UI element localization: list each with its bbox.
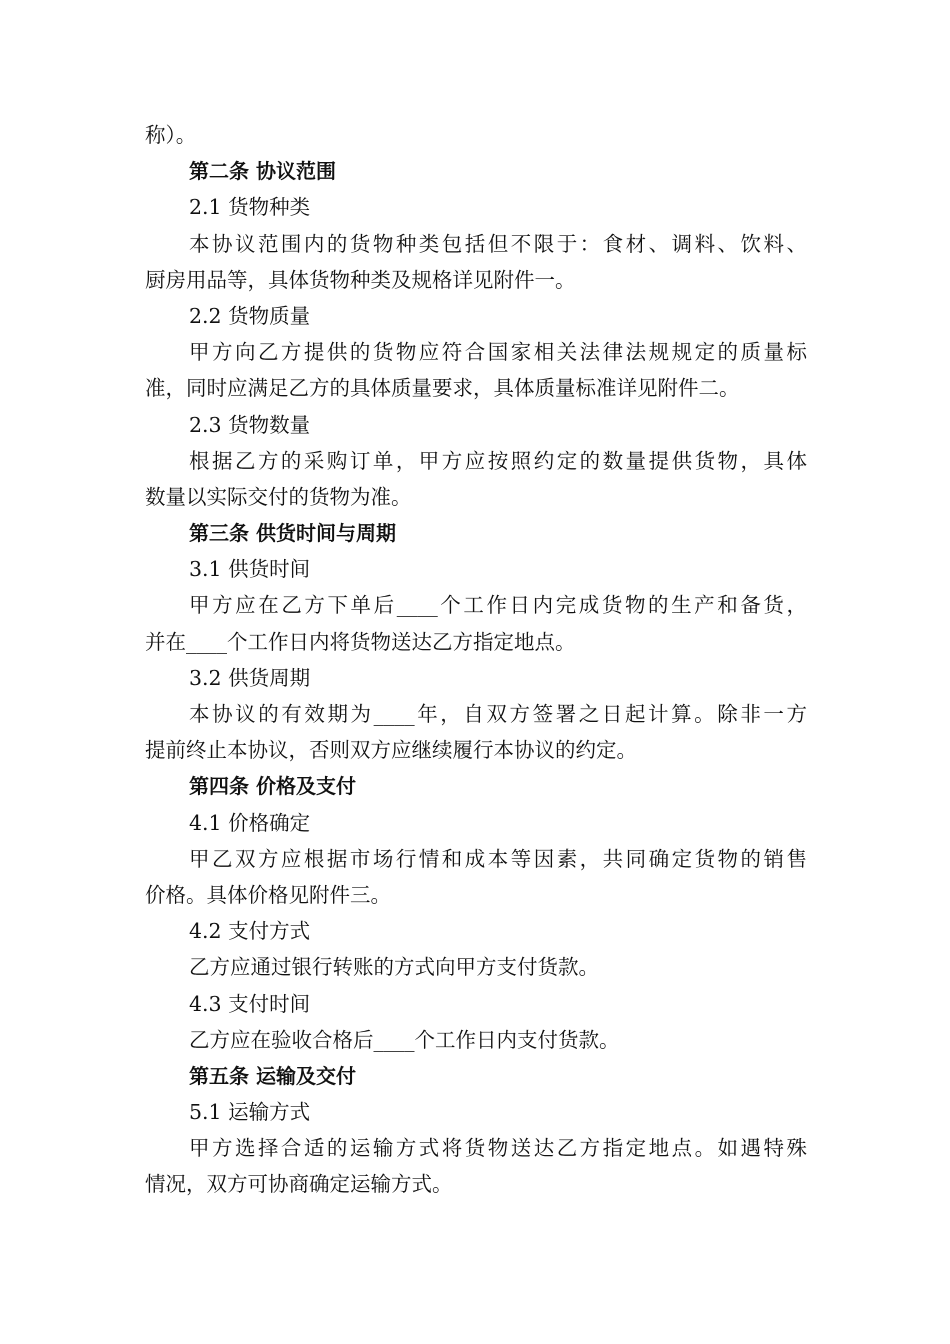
section-title-5-1: 5.1 运输方式 [189, 1100, 311, 1125]
section-title-2-3: 2.3 货物数量 [189, 412, 311, 437]
section-title-4-2: 4.2 支付方式 [189, 919, 311, 944]
paragraph-line: 甲乙双方应根据市场行情和成本等因素，共同确定货物的销售 [189, 846, 807, 871]
section-title-4-3: 4.3 支付时间 [189, 991, 311, 1016]
document-body [145, 117, 807, 1203]
paragraph-line: 乙方应在验收合格后____个工作日内支付货款。 [189, 1027, 620, 1052]
section-title-3-1: 3.1 供货时间 [189, 557, 311, 582]
paragraph-line: 并在____个工作日内将货物送达乙方指定地点。 [145, 629, 576, 654]
text-line: 称）。 [145, 123, 197, 147]
paragraph-line: 甲方应在乙方下单后____个工作日内完成货物的生产和备货， [189, 593, 807, 618]
paragraph-line: 价格。具体价格见附件三。 [145, 882, 391, 907]
section-title-4-1: 4.1 价格确定 [189, 810, 311, 835]
paragraph-line: 根据乙方的采购订单，甲方应按照约定的数量提供货物，具体 [189, 448, 807, 473]
paragraph-line: 乙方应通过银行转账的方式向甲方支付货款。 [189, 955, 599, 980]
section-title-3-2: 3.2 供货周期 [189, 665, 311, 690]
article-heading-4: 第四条 价格及支付 [189, 774, 356, 799]
paragraph-line: 数量以实际交付的货物为准。 [145, 484, 412, 509]
article-heading-2: 第二条 协议范围 [189, 159, 336, 184]
article-heading-3: 第三条 供货时间与周期 [189, 521, 396, 546]
article-heading-5: 第五条 运输及交付 [189, 1063, 356, 1088]
paragraph-line: 甲方向乙方提供的货物应符合国家相关法律法规规定的质量标 [189, 340, 807, 365]
section-title-2-2: 2.2 货物质量 [189, 303, 311, 328]
section-title-2-1: 2.1 货物种类 [189, 195, 311, 220]
paragraph-line: 情况，双方可协商确定运输方式。 [145, 1172, 453, 1197]
paragraph-line: 甲方选择合适的运输方式将货物送达乙方指定地点。如遇特殊 [189, 1136, 807, 1161]
paragraph-line: 准，同时应满足乙方的具体质量要求，具体质量标准详见附件二。 [145, 376, 740, 401]
paragraph-line: 本协议范围内的货物种类包括但不限于：食材、调料、饮料、 [189, 231, 807, 256]
paragraph-line: 提前终止本协议，否则双方应继续履行本协议的约定。 [145, 738, 637, 763]
paragraph-line: 厨房用品等，具体货物种类及规格详见附件一。 [145, 267, 576, 292]
paragraph-line: 本协议的有效期为____年，自双方签署之日起计算。除非一方 [189, 702, 807, 726]
